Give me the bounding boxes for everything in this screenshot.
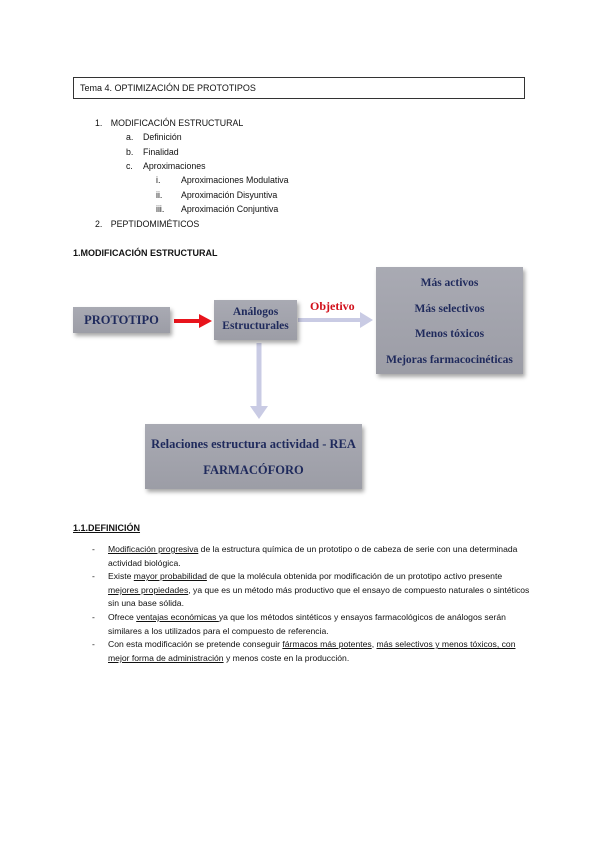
list-item: - Ofrece ventajas económicas ya que los métodos sintéticos y ensayos farmacológicos de análogos serán similares a los utilizados para el compuesto de referencia. <box>92 611 532 638</box>
toc-sub-item: b. Finalidad <box>126 146 179 157</box>
goal-item: Mejoras farmacocinéticas <box>386 353 513 366</box>
objective-arrow-head <box>360 312 373 328</box>
section-title: 1.MODIFICACIÓN ESTRUCTURAL <box>73 248 218 258</box>
toc-label: MODIFICACIÓN ESTRUCTURAL <box>110 118 244 128</box>
toc-num: 1. <box>95 118 103 128</box>
goals-box <box>376 267 523 374</box>
toc-subsub-item: ii. Aproximación Disyuntiva <box>156 189 278 200</box>
definition-list <box>92 543 532 665</box>
rea-box <box>145 424 362 489</box>
list-item: - Con esta modificación se pretende conseguir fármacos más potentes, más selectivos y menos tóxicos, con mejor forma de administración y menos coste en la producción. <box>92 638 532 665</box>
analogos-box <box>214 300 297 340</box>
header-title: Tema 4. OPTIMIZACIÓN DE PROTOTIPOS <box>80 83 256 93</box>
list-item: - Existe mayor probabilidad de que la molécula obtenida por modificación de un prototipo activo presente mejores propiedades, ya que es un método más productivo que el ensayo de compuesto naturales o sintéticos sin una base sólida. <box>92 570 532 611</box>
toc-sub-item: a. Definición <box>126 132 182 142</box>
subsection-title: 1.1.DEFINICIÓN <box>73 523 141 533</box>
red-arrow-head <box>199 314 212 328</box>
farmacoforo-label: FARMACÓFORO <box>203 463 304 477</box>
list-item: - Modificación progresiva de la estructura química de un prototipo o de cabeza de serie con una determinada actividad biológica. <box>92 543 532 570</box>
goal-item: Menos tóxicos <box>414 328 485 340</box>
toc-subsub-item: i. Aproximaciones Modulativa <box>156 175 289 185</box>
goal-item: Más activos <box>420 277 479 289</box>
analogos-line1: Análogos <box>232 306 279 318</box>
objetivo-label: Objetivo <box>310 299 355 313</box>
down-arrow-head <box>250 406 268 419</box>
goal-item: Más selectivos <box>414 302 485 315</box>
prototipo-box: PROTOTIPO <box>73 307 170 333</box>
toc-sub-item: c. Aproximaciones <box>126 161 206 171</box>
analogos-line2: Estructurales <box>222 320 289 332</box>
toc-item-2: 2. PEPTIDOMIMÉTICOS <box>95 219 200 229</box>
toc-subsub-item: iii. Aproximación Conjuntiva <box>156 204 279 214</box>
rea-label: Relaciones estructura actividad - REA <box>151 437 356 451</box>
